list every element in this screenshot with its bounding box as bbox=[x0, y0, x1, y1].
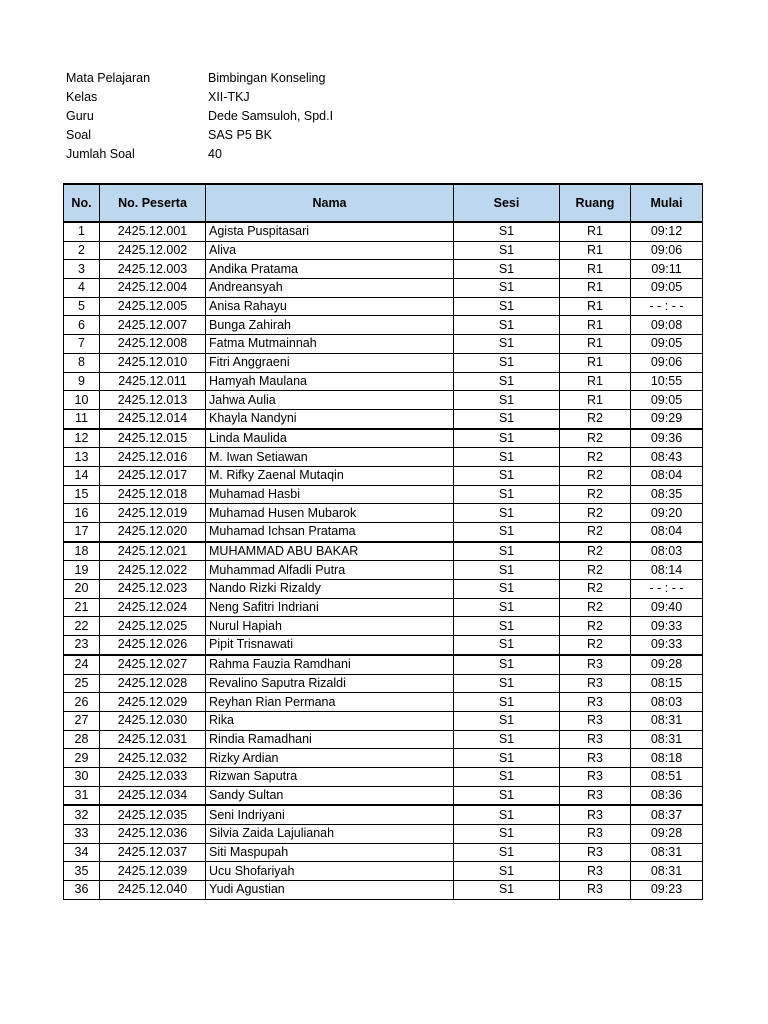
table-row bbox=[64, 767, 703, 786]
cell-no: 4 bbox=[64, 279, 100, 298]
cell-name: Rizky Ardian bbox=[206, 749, 454, 768]
cell-participant-number: 2425.12.010 bbox=[100, 353, 206, 372]
cell-session: S1 bbox=[454, 485, 560, 504]
info-value: Dede Samsuloh, Spd.I bbox=[208, 109, 334, 123]
cell-start-time: 09:11 bbox=[631, 260, 703, 279]
cell-start-time: 09:08 bbox=[631, 316, 703, 335]
cell-start-time: 08:31 bbox=[631, 843, 703, 862]
cell-start-time: 09:28 bbox=[631, 655, 703, 674]
cell-no: 35 bbox=[64, 862, 100, 881]
table-row bbox=[64, 372, 703, 391]
cell-no: 29 bbox=[64, 749, 100, 768]
cell-start-time: 08:14 bbox=[631, 561, 703, 580]
cell-session: S1 bbox=[454, 655, 560, 674]
cell-room: R2 bbox=[560, 561, 631, 580]
cell-participant-number: 2425.12.039 bbox=[100, 862, 206, 881]
table-row bbox=[64, 353, 703, 372]
cell-no: 8 bbox=[64, 353, 100, 372]
cell-session: S1 bbox=[454, 448, 560, 467]
column-header-participant-number: No. Peserta bbox=[100, 184, 206, 222]
cell-participant-number: 2425.12.016 bbox=[100, 448, 206, 467]
cell-start-time: 09:06 bbox=[631, 241, 703, 260]
info-row-question-count bbox=[66, 145, 333, 164]
cell-no: 26 bbox=[64, 693, 100, 712]
cell-session: S1 bbox=[454, 316, 560, 335]
cell-start-time: 09:12 bbox=[631, 222, 703, 241]
cell-start-time: 08:04 bbox=[631, 523, 703, 542]
cell-name: Siti Maspupah bbox=[206, 843, 454, 862]
cell-name: Rizwan Saputra bbox=[206, 767, 454, 786]
cell-room: R3 bbox=[560, 862, 631, 881]
cell-participant-number: 2425.12.026 bbox=[100, 636, 206, 655]
info-label: Guru bbox=[66, 109, 94, 123]
cell-session: S1 bbox=[454, 786, 560, 805]
cell-participant-number: 2425.12.028 bbox=[100, 674, 206, 693]
cell-name: Bunga Zahirah bbox=[206, 316, 454, 335]
cell-no: 13 bbox=[64, 448, 100, 467]
cell-no: 6 bbox=[64, 316, 100, 335]
cell-session: S1 bbox=[454, 636, 560, 655]
cell-participant-number: 2425.12.033 bbox=[100, 767, 206, 786]
cell-name: Khayla Nandyni bbox=[206, 409, 454, 428]
table-row bbox=[64, 749, 703, 768]
cell-room: R2 bbox=[560, 429, 631, 448]
cell-session: S1 bbox=[454, 542, 560, 561]
cell-no: 5 bbox=[64, 297, 100, 316]
cell-room: R1 bbox=[560, 391, 631, 410]
table-row bbox=[64, 409, 703, 428]
cell-room: R3 bbox=[560, 805, 631, 824]
info-row-class bbox=[66, 88, 333, 107]
table-row bbox=[64, 786, 703, 805]
cell-no: 3 bbox=[64, 260, 100, 279]
table-row bbox=[64, 523, 703, 542]
cell-participant-number: 2425.12.004 bbox=[100, 279, 206, 298]
cell-room: R1 bbox=[560, 222, 631, 241]
cell-room: R2 bbox=[560, 542, 631, 561]
cell-session: S1 bbox=[454, 297, 560, 316]
table-row bbox=[64, 391, 703, 410]
cell-session: S1 bbox=[454, 466, 560, 485]
cell-name: Aliva bbox=[206, 241, 454, 260]
cell-session: S1 bbox=[454, 372, 560, 391]
info-row-teacher bbox=[66, 107, 333, 126]
cell-session: S1 bbox=[454, 279, 560, 298]
cell-no: 24 bbox=[64, 655, 100, 674]
cell-name: Neng Safitri Indriani bbox=[206, 598, 454, 617]
cell-room: R2 bbox=[560, 617, 631, 636]
table-row bbox=[64, 448, 703, 467]
table-row bbox=[64, 674, 703, 693]
cell-participant-number: 2425.12.018 bbox=[100, 485, 206, 504]
cell-start-time: 10:55 bbox=[631, 372, 703, 391]
cell-participant-number: 2425.12.008 bbox=[100, 335, 206, 354]
cell-participant-number: 2425.12.020 bbox=[100, 523, 206, 542]
cell-no: 27 bbox=[64, 711, 100, 730]
cell-room: R3 bbox=[560, 843, 631, 862]
cell-participant-number: 2425.12.013 bbox=[100, 391, 206, 410]
cell-name: Linda Maulida bbox=[206, 429, 454, 448]
cell-room: R3 bbox=[560, 693, 631, 712]
cell-room: R1 bbox=[560, 335, 631, 354]
cell-name: MUHAMMAD ABU BAKAR bbox=[206, 542, 454, 561]
cell-room: R2 bbox=[560, 504, 631, 523]
cell-name: Fitri Anggraeni bbox=[206, 353, 454, 372]
cell-no: 18 bbox=[64, 542, 100, 561]
cell-start-time: 09:06 bbox=[631, 353, 703, 372]
info-value: XII-TKJ bbox=[208, 90, 250, 104]
cell-start-time: 08:35 bbox=[631, 485, 703, 504]
cell-room: R3 bbox=[560, 825, 631, 844]
participant-table bbox=[63, 183, 703, 900]
info-label: Kelas bbox=[66, 90, 98, 104]
cell-start-time: 09:05 bbox=[631, 279, 703, 298]
cell-start-time: 09:23 bbox=[631, 881, 703, 900]
cell-no: 7 bbox=[64, 335, 100, 354]
table-row bbox=[64, 730, 703, 749]
table-row bbox=[64, 504, 703, 523]
table-row bbox=[64, 693, 703, 712]
info-label: Mata Pelajaran bbox=[66, 71, 151, 85]
cell-start-time: 09:20 bbox=[631, 504, 703, 523]
table-row bbox=[64, 843, 703, 862]
cell-participant-number: 2425.12.029 bbox=[100, 693, 206, 712]
cell-start-time: 09:28 bbox=[631, 825, 703, 844]
table-row bbox=[64, 881, 703, 900]
cell-participant-number: 2425.12.032 bbox=[100, 749, 206, 768]
table-row bbox=[64, 580, 703, 599]
cell-participant-number: 2425.12.017 bbox=[100, 466, 206, 485]
cell-session: S1 bbox=[454, 730, 560, 749]
cell-participant-number: 2425.12.040 bbox=[100, 881, 206, 900]
cell-name: Muhamad Husen Mubarok bbox=[206, 504, 454, 523]
cell-session: S1 bbox=[454, 241, 560, 260]
cell-no: 2 bbox=[64, 241, 100, 260]
cell-name: Rika bbox=[206, 711, 454, 730]
cell-start-time: 09:05 bbox=[631, 391, 703, 410]
info-value: 40 bbox=[208, 147, 222, 161]
cell-no: 20 bbox=[64, 580, 100, 599]
cell-room: R2 bbox=[560, 448, 631, 467]
cell-start-time: 09:05 bbox=[631, 335, 703, 354]
cell-no: 23 bbox=[64, 636, 100, 655]
cell-name: Andreansyah bbox=[206, 279, 454, 298]
cell-participant-number: 2425.12.031 bbox=[100, 730, 206, 749]
cell-name: M. Rifky Zaenal Mutaqin bbox=[206, 466, 454, 485]
cell-participant-number: 2425.12.014 bbox=[100, 409, 206, 428]
info-value: Bimbingan Konseling bbox=[208, 71, 326, 85]
cell-name: Revalino Saputra Rizaldi bbox=[206, 674, 454, 693]
info-value: SAS P5 BK bbox=[208, 128, 272, 142]
cell-start-time: 08:37 bbox=[631, 805, 703, 824]
cell-participant-number: 2425.12.002 bbox=[100, 241, 206, 260]
cell-session: S1 bbox=[454, 767, 560, 786]
cell-room: R2 bbox=[560, 409, 631, 428]
cell-no: 12 bbox=[64, 429, 100, 448]
table-row bbox=[64, 561, 703, 580]
cell-session: S1 bbox=[454, 391, 560, 410]
cell-session: S1 bbox=[454, 598, 560, 617]
cell-name: Muhammad Alfadli Putra bbox=[206, 561, 454, 580]
cell-participant-number: 2425.12.024 bbox=[100, 598, 206, 617]
table-row bbox=[64, 655, 703, 674]
column-header-no: No. bbox=[64, 184, 100, 222]
cell-start-time: 08:31 bbox=[631, 862, 703, 881]
cell-name: Yudi Agustian bbox=[206, 881, 454, 900]
cell-participant-number: 2425.12.003 bbox=[100, 260, 206, 279]
cell-name: Jahwa Aulia bbox=[206, 391, 454, 410]
cell-session: S1 bbox=[454, 580, 560, 599]
table-row bbox=[64, 297, 703, 316]
cell-start-time: - - : - - bbox=[631, 580, 703, 599]
cell-name: Nurul Hapiah bbox=[206, 617, 454, 636]
cell-session: S1 bbox=[454, 353, 560, 372]
cell-name: Anisa Rahayu bbox=[206, 297, 454, 316]
cell-room: R3 bbox=[560, 786, 631, 805]
table-row bbox=[64, 711, 703, 730]
cell-participant-number: 2425.12.019 bbox=[100, 504, 206, 523]
cell-session: S1 bbox=[454, 843, 560, 862]
cell-room: R3 bbox=[560, 881, 631, 900]
cell-name: Silvia Zaida Lajulianah bbox=[206, 825, 454, 844]
cell-no: 33 bbox=[64, 825, 100, 844]
cell-no: 14 bbox=[64, 466, 100, 485]
cell-name: Ucu Shofariyah bbox=[206, 862, 454, 881]
cell-participant-number: 2425.12.025 bbox=[100, 617, 206, 636]
cell-name: Rahma Fauzia Ramdhani bbox=[206, 655, 454, 674]
column-header-start-time: Mulai bbox=[631, 184, 703, 222]
cell-name: Rindia Ramadhani bbox=[206, 730, 454, 749]
cell-no: 25 bbox=[64, 674, 100, 693]
cell-no: 1 bbox=[64, 222, 100, 241]
cell-name: Hamyah Maulana bbox=[206, 372, 454, 391]
table-row bbox=[64, 825, 703, 844]
cell-start-time: 09:40 bbox=[631, 598, 703, 617]
cell-session: S1 bbox=[454, 409, 560, 428]
cell-room: R2 bbox=[560, 636, 631, 655]
cell-name: M. Iwan Setiawan bbox=[206, 448, 454, 467]
cell-participant-number: 2425.12.011 bbox=[100, 372, 206, 391]
table-row bbox=[64, 805, 703, 824]
cell-room: R2 bbox=[560, 485, 631, 504]
cell-no: 36 bbox=[64, 881, 100, 900]
table-row bbox=[64, 466, 703, 485]
cell-participant-number: 2425.12.027 bbox=[100, 655, 206, 674]
table-row bbox=[64, 260, 703, 279]
cell-participant-number: 2425.12.015 bbox=[100, 429, 206, 448]
cell-start-time: 08:03 bbox=[631, 542, 703, 561]
cell-participant-number: 2425.12.035 bbox=[100, 805, 206, 824]
cell-start-time: 08:43 bbox=[631, 448, 703, 467]
cell-session: S1 bbox=[454, 504, 560, 523]
cell-no: 15 bbox=[64, 485, 100, 504]
cell-session: S1 bbox=[454, 674, 560, 693]
cell-participant-number: 2425.12.030 bbox=[100, 711, 206, 730]
cell-start-time: 08:04 bbox=[631, 466, 703, 485]
info-row-question-set bbox=[66, 126, 333, 145]
info-label: Soal bbox=[66, 128, 92, 142]
cell-session: S1 bbox=[454, 523, 560, 542]
table-row bbox=[64, 279, 703, 298]
cell-start-time: 09:36 bbox=[631, 429, 703, 448]
cell-room: R3 bbox=[560, 749, 631, 768]
cell-session: S1 bbox=[454, 805, 560, 824]
cell-name: Reyhan Rian Permana bbox=[206, 693, 454, 712]
cell-room: R3 bbox=[560, 767, 631, 786]
cell-name: Pipit Trisnawati bbox=[206, 636, 454, 655]
cell-participant-number: 2425.12.021 bbox=[100, 542, 206, 561]
cell-session: S1 bbox=[454, 429, 560, 448]
info-label: Jumlah Soal bbox=[66, 147, 135, 161]
column-header-session: Sesi bbox=[454, 184, 560, 222]
cell-start-time: 08:31 bbox=[631, 730, 703, 749]
cell-start-time: 08:36 bbox=[631, 786, 703, 805]
cell-room: R3 bbox=[560, 674, 631, 693]
cell-name: Muhamad Hasbi bbox=[206, 485, 454, 504]
cell-name: Nando Rizki Rizaldy bbox=[206, 580, 454, 599]
cell-room: R1 bbox=[560, 279, 631, 298]
cell-name: Muhamad Ichsan Pratama bbox=[206, 523, 454, 542]
cell-participant-number: 2425.12.034 bbox=[100, 786, 206, 805]
cell-room: R3 bbox=[560, 730, 631, 749]
cell-name: Andika Pratama bbox=[206, 260, 454, 279]
cell-session: S1 bbox=[454, 862, 560, 881]
cell-start-time: 08:51 bbox=[631, 767, 703, 786]
cell-name: Seni Indriyani bbox=[206, 805, 454, 824]
cell-participant-number: 2425.12.022 bbox=[100, 561, 206, 580]
cell-participant-number: 2425.12.001 bbox=[100, 222, 206, 241]
cell-start-time: 09:33 bbox=[631, 636, 703, 655]
cell-session: S1 bbox=[454, 617, 560, 636]
cell-no: 17 bbox=[64, 523, 100, 542]
cell-no: 34 bbox=[64, 843, 100, 862]
cell-start-time: 09:33 bbox=[631, 617, 703, 636]
table-row bbox=[64, 316, 703, 335]
table-row bbox=[64, 335, 703, 354]
cell-start-time: 09:29 bbox=[631, 409, 703, 428]
cell-name: Fatma Mutmainnah bbox=[206, 335, 454, 354]
table-row bbox=[64, 598, 703, 617]
cell-participant-number: 2425.12.036 bbox=[100, 825, 206, 844]
table-header-row bbox=[64, 184, 703, 222]
cell-no: 32 bbox=[64, 805, 100, 824]
cell-room: R2 bbox=[560, 580, 631, 599]
cell-start-time: 08:15 bbox=[631, 674, 703, 693]
cell-session: S1 bbox=[454, 881, 560, 900]
cell-room: R1 bbox=[560, 353, 631, 372]
cell-room: R2 bbox=[560, 598, 631, 617]
cell-name: Agista Puspitasari bbox=[206, 222, 454, 241]
table-row bbox=[64, 542, 703, 561]
table-body bbox=[64, 222, 703, 899]
cell-room: R1 bbox=[560, 316, 631, 335]
cell-participant-number: 2425.12.037 bbox=[100, 843, 206, 862]
cell-start-time: 08:18 bbox=[631, 749, 703, 768]
cell-no: 10 bbox=[64, 391, 100, 410]
cell-no: 19 bbox=[64, 561, 100, 580]
cell-room: R3 bbox=[560, 655, 631, 674]
cell-session: S1 bbox=[454, 335, 560, 354]
cell-room: R1 bbox=[560, 372, 631, 391]
cell-session: S1 bbox=[454, 711, 560, 730]
cell-no: 9 bbox=[64, 372, 100, 391]
exam-info bbox=[66, 69, 333, 164]
table-row bbox=[64, 485, 703, 504]
cell-room: R1 bbox=[560, 297, 631, 316]
table-row bbox=[64, 241, 703, 260]
cell-session: S1 bbox=[454, 222, 560, 241]
cell-no: 30 bbox=[64, 767, 100, 786]
column-header-room: Ruang bbox=[560, 184, 631, 222]
cell-participant-number: 2425.12.007 bbox=[100, 316, 206, 335]
cell-name: Sandy Sultan bbox=[206, 786, 454, 805]
table-row bbox=[64, 636, 703, 655]
cell-session: S1 bbox=[454, 693, 560, 712]
table-row bbox=[64, 429, 703, 448]
cell-no: 31 bbox=[64, 786, 100, 805]
cell-room: R3 bbox=[560, 711, 631, 730]
cell-session: S1 bbox=[454, 260, 560, 279]
cell-session: S1 bbox=[454, 561, 560, 580]
cell-start-time: 08:31 bbox=[631, 711, 703, 730]
cell-participant-number: 2425.12.005 bbox=[100, 297, 206, 316]
cell-room: R1 bbox=[560, 260, 631, 279]
cell-participant-number: 2425.12.023 bbox=[100, 580, 206, 599]
table-row bbox=[64, 862, 703, 881]
cell-start-time: 08:03 bbox=[631, 693, 703, 712]
cell-no: 11 bbox=[64, 409, 100, 428]
cell-no: 16 bbox=[64, 504, 100, 523]
info-row-subject bbox=[66, 69, 333, 88]
cell-session: S1 bbox=[454, 825, 560, 844]
table-row bbox=[64, 222, 703, 241]
cell-session: S1 bbox=[454, 749, 560, 768]
cell-room: R2 bbox=[560, 523, 631, 542]
cell-no: 22 bbox=[64, 617, 100, 636]
column-header-name: Nama bbox=[206, 184, 454, 222]
cell-room: R1 bbox=[560, 241, 631, 260]
cell-start-time: - - : - - bbox=[631, 297, 703, 316]
cell-room: R2 bbox=[560, 466, 631, 485]
cell-no: 28 bbox=[64, 730, 100, 749]
table-row bbox=[64, 617, 703, 636]
cell-no: 21 bbox=[64, 598, 100, 617]
